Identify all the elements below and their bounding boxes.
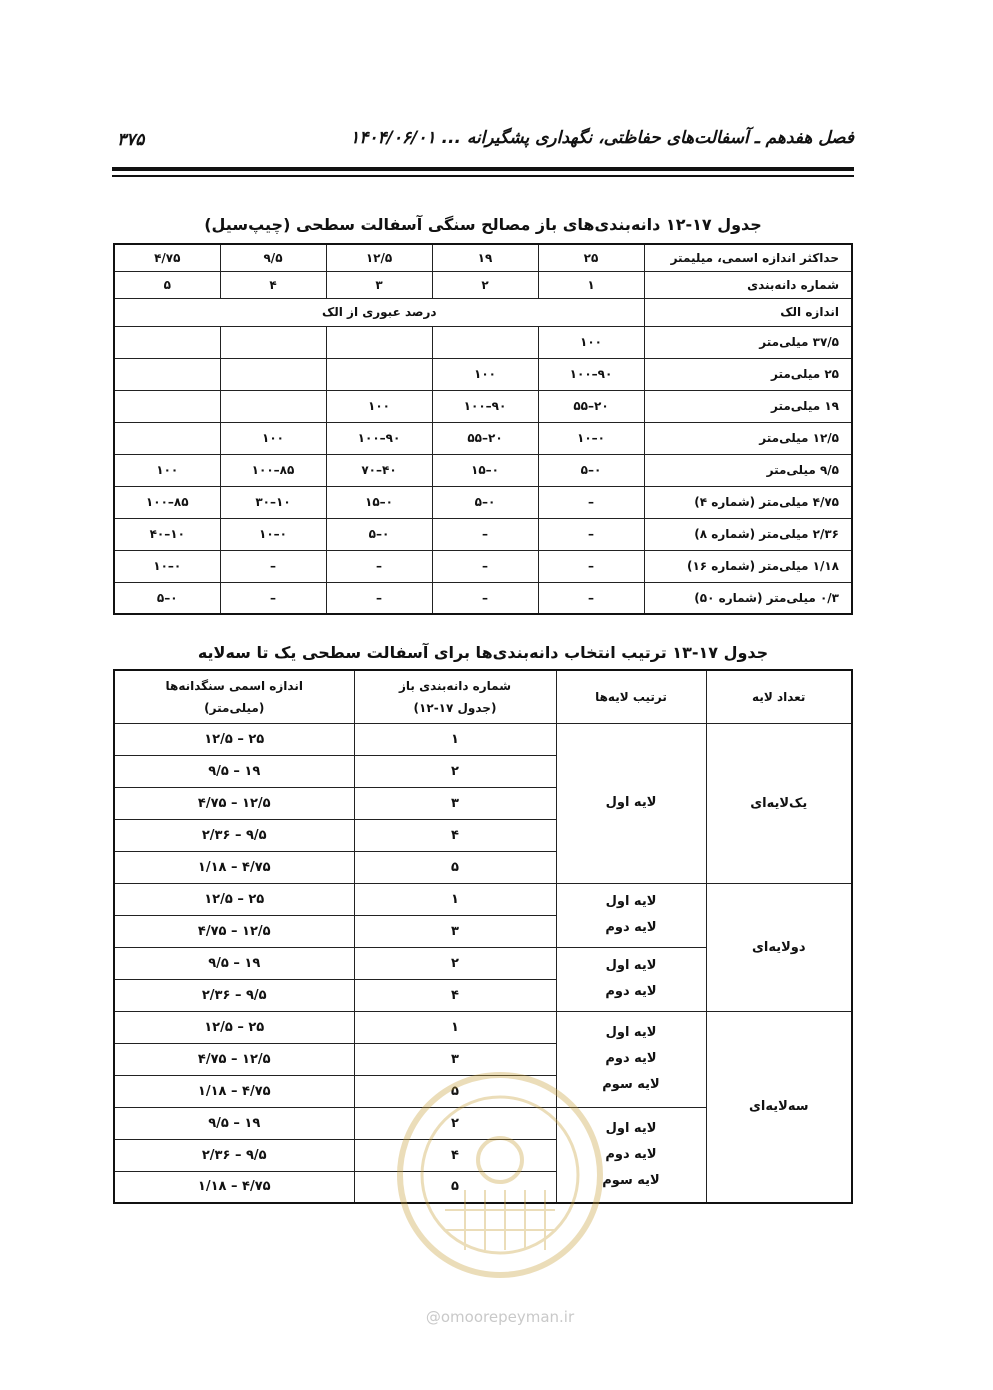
layer-order-item: لایه دوم [605, 920, 657, 935]
layer-count-cell: دولایه‌ای [706, 883, 852, 1011]
layer-order-cell [556, 947, 706, 1011]
table-row [114, 486, 852, 518]
table-cell: ۰–۱۵ [432, 454, 538, 486]
sieve-cell: ۱۹ میلی‌متر [644, 390, 852, 422]
size-cell: ۱۲/۵ – ۴/۷۵ [114, 915, 354, 947]
table-row [114, 582, 852, 614]
header-line: شماره دانه‌بندی باز [398, 678, 511, 693]
table-cell [220, 326, 326, 358]
grading-cell: ۵ [354, 1075, 556, 1107]
layer-order-item: لایه دوم [605, 984, 657, 999]
table-cell: – [432, 550, 538, 582]
grading-cell: ۳ [354, 787, 556, 819]
header-rule-thick [112, 167, 854, 171]
layer-order-item: لایه اول [605, 795, 657, 810]
table-row [114, 518, 852, 550]
table-cell: ۰–۵ [432, 486, 538, 518]
sieve-cell: ۹/۵ میلی‌متر [644, 454, 852, 486]
watermark-gear-icon [400, 1075, 600, 1275]
table-cell: – [326, 582, 432, 614]
table-cell: ۱۰۰ [432, 358, 538, 390]
grading-cell: ۱ [354, 883, 556, 915]
size-cell: ۴/۷۵ – ۱/۱۸ [114, 1171, 354, 1203]
table-cell [220, 358, 326, 390]
table-cell: ۹۰–۱۰۰ [538, 358, 644, 390]
table-cell: – [538, 486, 644, 518]
grading-cell: ۴ [354, 979, 556, 1011]
sieve-cell: ۱۲/۵ میلی‌متر [644, 422, 852, 454]
table-row [114, 390, 852, 422]
table-row [114, 454, 852, 486]
table-row [114, 1011, 852, 1043]
size-cell: ۱۹ – ۹/۵ [114, 947, 354, 979]
page-number: ۳۷۵ [117, 130, 145, 150]
layer-order-item: لایه اول [605, 1025, 657, 1040]
header-cell: ۲۵ [538, 244, 644, 271]
layer-order-item: لایه اول [605, 1120, 657, 1136]
size-cell: ۹/۵ – ۲/۳۶ [114, 819, 354, 851]
header-line: (جدول ۱۷-۱۲) [413, 700, 497, 715]
grading-cell: ۳ [354, 1043, 556, 1075]
header-cell: ۲ [432, 271, 538, 298]
table-cell: ۹۰–۱۰۰ [432, 390, 538, 422]
layer-order-item: لایه اول [605, 894, 657, 909]
header-cell: ۵ [114, 271, 220, 298]
table-cell: – [432, 518, 538, 550]
table-cell: ۲۰–۵۵ [538, 390, 644, 422]
sieve-cell: ۱/۱۸ میلی‌متر (شماره ۱۶) [644, 550, 852, 582]
table-cell: – [538, 582, 644, 614]
size-cell: ۴/۷۵ – ۱/۱۸ [114, 851, 354, 883]
sieve-cell: ۴/۷۵ میلی‌متر (شماره ۴) [644, 486, 852, 518]
table-open-gradings [113, 243, 853, 615]
header-cell: ۱ [538, 271, 644, 298]
size-cell: ۴/۷۵ – ۱/۱۸ [114, 1075, 354, 1107]
table-cell: ۱۰۰ [538, 326, 644, 358]
sieve-cell: ۲/۳۶ میلی‌متر (شماره ۸) [644, 518, 852, 550]
header-cell-sieve: اندازه الک [644, 298, 852, 326]
layer-order-item: لایه دوم [605, 1051, 657, 1066]
header-cell: ۹/۵ [220, 244, 326, 271]
running-title: فصل هفدهم ـ آسفالت‌های حفاظتی، نگهداری پشگیرانه ... ۱۴۰۴/۰۶/۰۱ [350, 128, 854, 148]
grading-cell: ۵ [354, 851, 556, 883]
table-cell: ۴۰–۷۰ [326, 454, 432, 486]
size-cell: ۱۲/۵ – ۴/۷۵ [114, 1043, 354, 1075]
table-row-max-size [114, 244, 852, 271]
table-row [114, 550, 852, 582]
size-cell: ۱۲/۵ – ۴/۷۵ [114, 787, 354, 819]
table-cell: ۰–۱۰ [220, 518, 326, 550]
header-cell-grading-number: شماره دانه‌بندی [644, 271, 852, 298]
header-line: (میلی‌متر) [204, 700, 265, 715]
grading-cell: ۲ [354, 947, 556, 979]
size-cell: ۲۵ – ۱۲/۵ [114, 723, 354, 755]
table-row [114, 422, 852, 454]
header-line: اندازه اسمی سنگدانه‌ها [165, 678, 303, 693]
grading-cell: ۳ [354, 915, 556, 947]
size-cell: ۹/۵ – ۲/۳۶ [114, 979, 354, 1011]
size-cell: ۱۹ – ۹/۵ [114, 755, 354, 787]
grading-cell: ۲ [354, 755, 556, 787]
table-cell: – [538, 550, 644, 582]
table-cell: ۱۰–۴۰ [114, 518, 220, 550]
table-cell [114, 390, 220, 422]
table-cell [432, 326, 538, 358]
layer-count-cell: سه‌لایه‌ای [706, 1011, 852, 1203]
table-row-grading-number [114, 271, 852, 298]
table-cell: – [220, 582, 326, 614]
grading-cell: ۴ [354, 819, 556, 851]
grading-cell: ۴ [354, 1139, 556, 1171]
header-cell: ۳ [326, 271, 432, 298]
sieve-cell: ۲۵ میلی‌متر [644, 358, 852, 390]
table-cell [220, 390, 326, 422]
grading-cell: ۵ [354, 1171, 556, 1203]
watermark-logo-icon [385, 1060, 615, 1290]
layer-order-cell [556, 883, 706, 947]
sieve-cell: ۳۷/۵ میلی‌متر [644, 326, 852, 358]
table-cell: ۰–۱۰ [538, 422, 644, 454]
table-cell: ۱۰۰ [114, 454, 220, 486]
header-cell-layer-order: ترتیب لایه‌ها [556, 670, 706, 723]
table-row-sieve-header [114, 298, 852, 326]
table-cell [114, 422, 220, 454]
table-cell: ۰–۵ [114, 582, 220, 614]
size-cell: ۹/۵ – ۲/۳۶ [114, 1139, 354, 1171]
layer-count-cell: یک‌لایه‌ای [706, 723, 852, 883]
header-cell: ۴ [220, 271, 326, 298]
header-rule-thin [112, 175, 854, 177]
table-cell: – [538, 518, 644, 550]
table-cell: ۰–۱۵ [326, 486, 432, 518]
table-13-caption: جدول ۱۷-۱۳ ترتیب انتخاب دانه‌بندی‌ها برای آسفالت سطحی یک تا سه‌لایه [197, 643, 769, 662]
table-cell: – [432, 582, 538, 614]
table-row [114, 883, 852, 915]
size-cell: ۲۵ – ۱۲/۵ [114, 883, 354, 915]
header-cell-layer-count: تعداد لایه [706, 670, 852, 723]
sieve-cell: ۰/۳ میلی‌متر (شماره ۵۰) [644, 582, 852, 614]
table-cell: ۰–۵ [326, 518, 432, 550]
table-12-caption: جدول ۱۷-۱۲ دانه‌بندی‌های باز مصالح سنگی آسفالت سطحی (چیپ‌سیل) [204, 215, 762, 234]
layer-order-item: لایه دوم [605, 1146, 657, 1162]
header-cell-grading [354, 670, 556, 723]
table-cell: ۸۵–۱۰۰ [114, 486, 220, 518]
table-cell: ۸۵–۱۰۰ [220, 454, 326, 486]
header-cell-percent-passing: درصد عبوری از الک [114, 298, 644, 326]
grading-cell: ۱ [354, 1011, 556, 1043]
table-cell [326, 358, 432, 390]
header-cell: ۱۲/۵ [326, 244, 432, 271]
table-cell: ۱۰–۳۰ [220, 486, 326, 518]
table-cell [114, 326, 220, 358]
table-cell: ۱۰۰ [326, 390, 432, 422]
grading-cell: ۱ [354, 723, 556, 755]
table-cell: ۰–۱۰ [114, 550, 220, 582]
header-cell-max-size: حداکثر اندازه اسمی، میلیمتر [644, 244, 852, 271]
table-cell: ۰–۵ [538, 454, 644, 486]
layer-order-cell [556, 723, 706, 883]
grading-cell: ۲ [354, 1107, 556, 1139]
watermark-url: @omoorepeyman.ir [425, 1308, 575, 1326]
table-cell: – [220, 550, 326, 582]
table-cell [114, 358, 220, 390]
table-header-row [114, 670, 852, 723]
table-row [114, 326, 852, 358]
table-row [114, 723, 852, 755]
size-cell: ۲۵ – ۱۲/۵ [114, 1011, 354, 1043]
header-cell-nominal-size [114, 670, 354, 723]
layer-order-item: لایه اول [605, 958, 657, 973]
layer-order-item: لایه سوم [602, 1172, 660, 1188]
table-cell [326, 326, 432, 358]
header-cell: ۴/۷۵ [114, 244, 220, 271]
table-cell: ۹۰–۱۰۰ [326, 422, 432, 454]
running-header [112, 128, 854, 158]
layer-order-item: لایه سوم [602, 1077, 660, 1092]
table-cell: – [326, 550, 432, 582]
table-cell: ۱۰۰ [220, 422, 326, 454]
size-cell: ۱۹ – ۹/۵ [114, 1107, 354, 1139]
table-row [114, 358, 852, 390]
header-cell: ۱۹ [432, 244, 538, 271]
table-cell: ۲۰–۵۵ [432, 422, 538, 454]
